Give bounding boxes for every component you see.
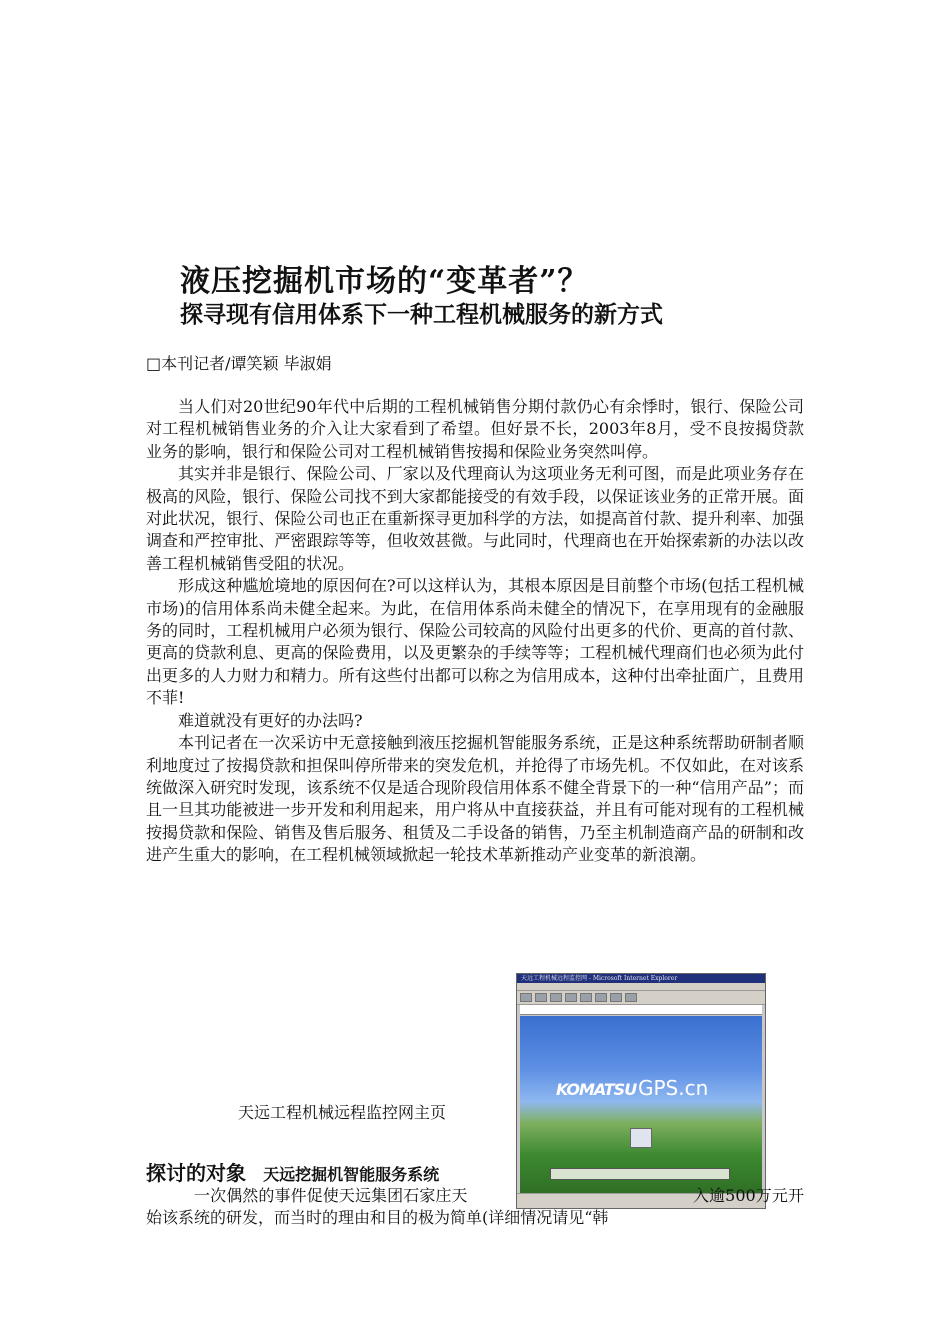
paragraph: 形成这种尴尬境地的原因何在?可以这样认为，其根本原因是目前整个市场(包括工程机械市场)的信用体系尚未健全起来。为此，在信用体系尚未健全的情况下，在享用现有的金融服务的同时，工程机械用户必须为银行、保险公司较高的风险付出更多的代价、更高的首付款、更高的贷款利息、更高的保险费用，以及更繁杂的手续等等；工程机械代理商们也必须为此付出更多的人力财力和精力。所有这些付出都可以称之为信用成本，这种付出牵扯面广，且费用不菲!	[146, 576, 804, 708]
login-form	[550, 1168, 730, 1180]
paragraph: 本刊记者在一次采访中无意接触到液压挖掘机智能服务系统，正是这种系统帮助研制者顺利地度过了按揭贷款和担保叫停所带来的突发危机，并抢得了市场先机。不仅如此，在对该系统做深入研究时发现，该系统不仅是适合现阶段信用体系不健全背景下的一种“信用产品”；而且一旦其功能被进一步开发和利用起来，用户将从中直接获益，并且有可能对现有的工程机械按揭贷款和保险、销售及售后服务、租赁及二手设备的销售，乃至主机制造商产品的研制和改进产生重大的影响，在工程机械领域掀起一轮技术革新推动产业变革的新浪潮。	[146, 733, 804, 865]
section-header	[146, 1157, 439, 1186]
refresh-icon	[565, 993, 577, 1002]
address-bar	[520, 1005, 762, 1015]
figure-caption: 天远工程机械远程监控网主页	[238, 1103, 447, 1122]
browser-title-bar: 天远工程机械远程监控网 - Microsoft Internet Explorer	[517, 974, 765, 983]
paragraph: 一次偶然的事件促使天远集团石家庄天 入逾500万元开始该系统的研发，而当时的理由和目的极为简单(详细情况请见“韩	[146, 1186, 804, 1228]
history-icon	[625, 993, 637, 1002]
website-viewport	[520, 1016, 762, 1194]
stop-icon	[550, 993, 562, 1002]
komatsu-logo: KOMATSU	[556, 1080, 637, 1099]
paragraph: 其实并非是银行、保险公司、厂家以及代理商认为这项业务无利可图，而是此项业务存在极高的风险，银行、保险公司找不到大家都能接受的有效手段，以保证该业务的正常开展。面对此状况，银行、保险公司也正在重新探寻更加科学的方法，如提高首付款、提升利率、加强调查和严控审批、严密跟踪等等，但收效甚微。与此同时，代理商也在开始探索新的办法以改善工程机械销售受阻的状况。	[146, 464, 804, 573]
favorites-icon	[610, 993, 622, 1002]
search-icon	[595, 993, 607, 1002]
article-title: 液压挖掘机市场的“变革者”？	[180, 264, 589, 299]
building-icon	[630, 1128, 652, 1148]
browser-menu-bar	[517, 983, 765, 991]
article-body	[146, 396, 804, 867]
home-icon	[580, 993, 592, 1002]
section-body	[146, 1185, 804, 1230]
paragraph: 当人们对20世纪90年代中后期的工程机械销售分期付款仍心有余悸时，银行、保险公司对工程机械销售业务的介入让大家看到了希望。但好景不长，2003年8月，受不良按揭贷款业务的影响，银行和保险公司对工程机械销售按揭和保险业务突然叫停。	[146, 397, 804, 461]
back-icon	[520, 993, 532, 1002]
browser-toolbar	[517, 991, 765, 1005]
section-subheading: 天远挖掘机智能服务系统	[263, 1165, 440, 1184]
forward-icon	[535, 993, 547, 1002]
section-heading: 探讨的对象	[146, 1161, 246, 1185]
byline: □本刊记者/谭笑颖 毕淑娟	[146, 354, 332, 373]
website-screenshot-figure	[516, 973, 766, 1209]
article-subtitle: 探寻现有信用体系下一种工程机械服务的新方式	[180, 301, 663, 328]
paragraph: 难道就没有更好的办法吗?	[178, 710, 363, 730]
gps-logo-text: GPS.cn	[638, 1076, 709, 1100]
